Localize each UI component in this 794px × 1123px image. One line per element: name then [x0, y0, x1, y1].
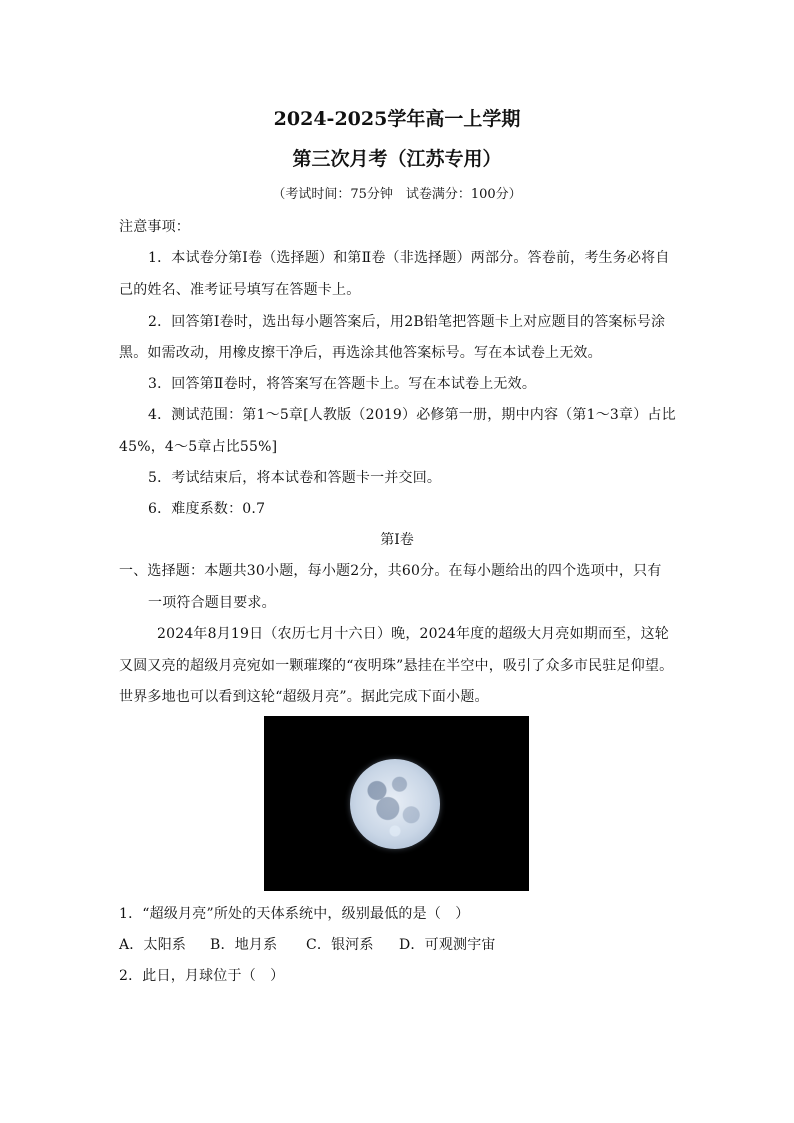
question-1-option-d: D．可观测宇宙 — [399, 937, 496, 953]
passage-line: 世界多地也可以看到这轮“超级月亮”。据此完成下面小题。 — [119, 689, 489, 705]
note-line: 1．本试卷分第Ⅰ卷（选择题）和第Ⅱ卷（非选择题）两部分。答卷前，考生务必将自 — [148, 250, 670, 266]
note-line: 黑。如需改动，用橡皮擦干净后，再选涂其他答案标号。写在本试卷上无效。 — [119, 345, 602, 361]
note-line: 6．难度系数：0.7 — [148, 501, 266, 517]
exam-subtitle: 第三次月考（江苏专用） — [292, 148, 502, 170]
passage-line: 又圆又亮的超级月亮宛如一颗璀璨的“夜明珠”悬挂在半空中，吸引了众多市民驻足仰望。 — [119, 658, 674, 674]
question-1-option-a: A．太阳系 — [119, 937, 187, 953]
supermoon-photo — [264, 716, 529, 891]
volume-label: 第Ⅰ卷 — [380, 532, 414, 548]
question-2-stem: 2．此日，月球位于（ ） — [119, 968, 285, 984]
note-line: 5．考试结束后，将本试卷和答题卡一并交回。 — [148, 470, 442, 486]
question-1-option-c: C．银河系 — [306, 937, 374, 953]
section-instructions: 一、选择题：本题共30小题，每小题2分，共60分。在每小题给出的四个选项中，只有 — [119, 563, 662, 579]
note-line: 3．回答第Ⅱ卷时，将答案写在答题卡上。写在本试卷上无效。 — [148, 376, 537, 392]
note-line: 45%，4～5章占比55%] — [119, 439, 278, 455]
note-line: 2．回答第Ⅰ卷时，选出每小题答案后，用2B铅笔把答题卡上对应题目的答案标号涂 — [148, 314, 666, 330]
notes-heading: 注意事项： — [119, 219, 190, 235]
exam-title: 2024-2025学年高一上学期 — [273, 108, 521, 130]
moon-image — [350, 759, 440, 849]
exam-info: （考试时间：75分钟 试卷满分：100分） — [272, 187, 522, 202]
question-1-option-b: B．地月系 — [210, 937, 278, 953]
note-line: 己的姓名、准考证号填写在答题卡上。 — [119, 282, 361, 298]
section-instructions: 一项符合题目要求。 — [148, 595, 276, 611]
question-1-stem: 1．“超级月亮”所处的天体系统中，级别最低的是（ ） — [119, 906, 470, 922]
note-line: 4．测试范围：第1～5章[人教版（2019）必修第一册，期中内容（第1～3章）占比 — [148, 407, 676, 423]
passage-line: 2024年8月19日（农历七月十六日）晚，2024年度的超级大月亮如期而至，这轮 — [157, 626, 669, 642]
